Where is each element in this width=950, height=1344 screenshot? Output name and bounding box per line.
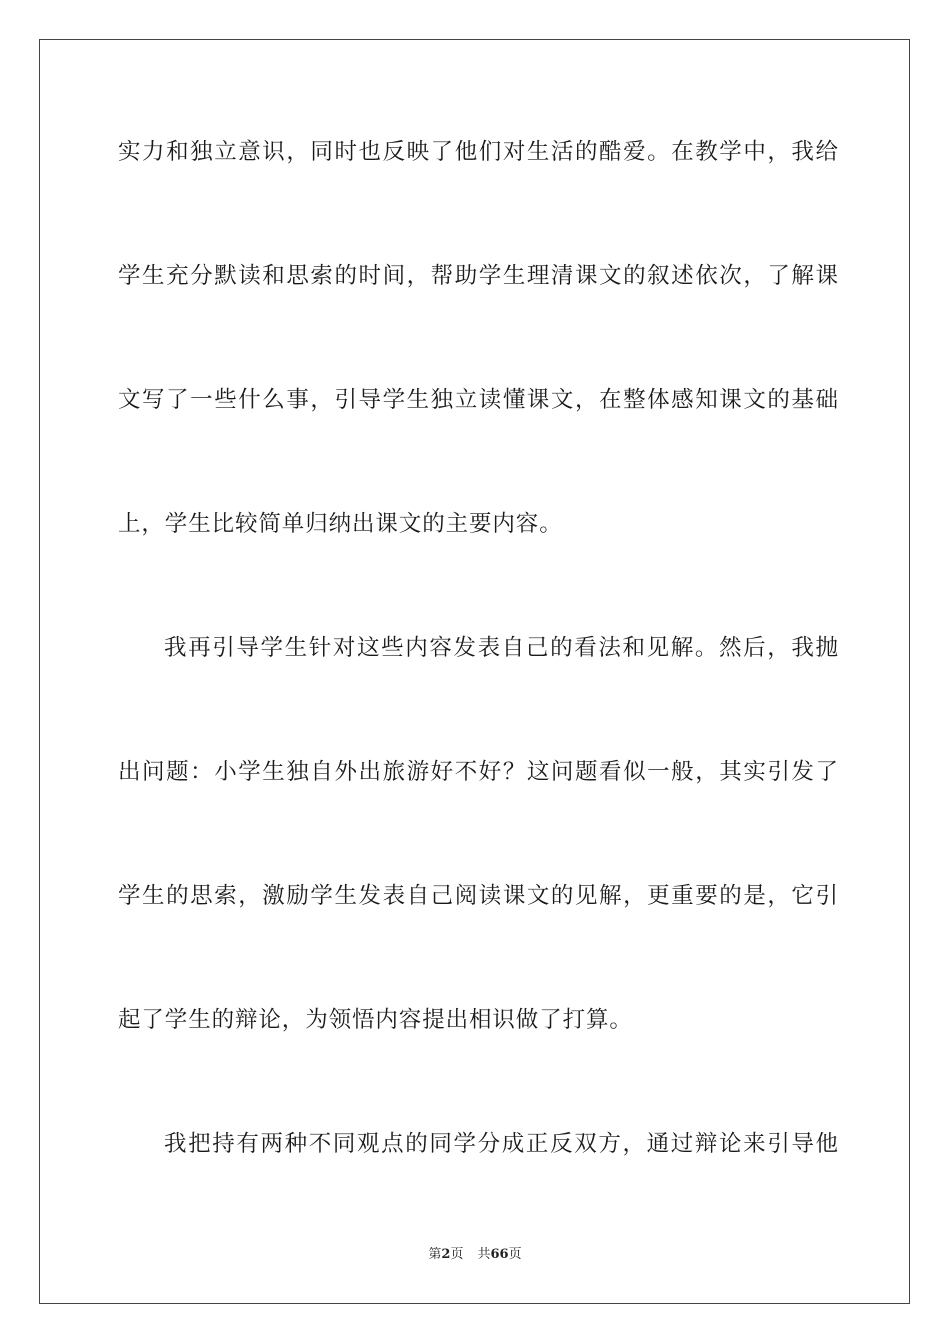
body-text-line: 起了学生的辩论，为领悟内容提出相识做了打算。 <box>118 1007 633 1033</box>
page-footer <box>0 1246 950 1264</box>
total-pages: 66 <box>490 1247 509 1262</box>
paragraph-first-line: 我把持有两种不同观点的同学分成正反双方，通过辩论来引导他 <box>164 1131 838 1157</box>
page-number: 2 <box>441 1247 451 1262</box>
paragraph-first-line: 我再引导学生针对这些内容发表自己的看法和见解。然后，我抛 <box>164 635 838 661</box>
page-border <box>39 39 910 1304</box>
body-text-line: 文写了一些什么事，引导学生独立读懂课文，在整体感知课文的基础 <box>118 387 838 413</box>
total-suffix: 页 <box>508 1247 522 1262</box>
body-text-line: 学生充分默读和思索的时间，帮助学生理清课文的叙述依次，了解课 <box>118 263 838 289</box>
total-prefix: 共 <box>477 1247 491 1262</box>
body-text-line: 上，学生比较简单归纳出课文的主要内容。 <box>118 511 563 537</box>
body-text-line: 实力和独立意识，同时也反映了他们对生活的酷爱。在教学中，我给 <box>118 139 838 165</box>
page-prefix: 第 <box>428 1247 442 1262</box>
body-text-line: 出问题：小学生独自外出旅游好不好？这问题看似一般，其实引发了 <box>118 759 838 785</box>
body-text-line: 学生的思索，激励学生发表自己阅读课文的见解，更重要的是，它引 <box>118 883 838 909</box>
page-suffix: 页 <box>450 1247 464 1262</box>
